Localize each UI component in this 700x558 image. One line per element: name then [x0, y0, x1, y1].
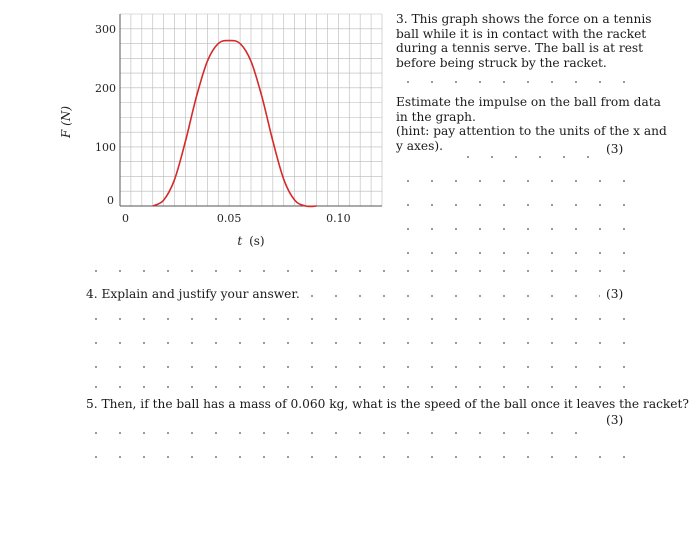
question-5-prompt: 5. Then, if the ball has a mass of 0.060 kg, what is the speed of the ball once it leaves the racket?	[86, 397, 689, 411]
chart-series-layer	[153, 41, 317, 207]
answer-line[interactable]	[84, 318, 640, 320]
question-3-task	[396, 95, 667, 153]
answer-line[interactable]	[84, 270, 640, 272]
q3-hint-line-2: y axes).	[396, 138, 443, 153]
question-4-marks: (3)	[606, 287, 624, 301]
answer-line[interactable]	[300, 295, 600, 297]
y-tick-label: 300	[95, 22, 116, 36]
answer-line[interactable]	[396, 81, 636, 83]
question-5-marks: (3)	[606, 413, 624, 427]
answer-line[interactable]	[396, 252, 636, 254]
q3-line-4: before being struck by the racket.	[396, 55, 607, 70]
x-tick-label: 0	[122, 212, 129, 225]
y-tick-label: 100	[95, 140, 116, 154]
chart-tick-labels	[95, 23, 351, 225]
x-axis-label-var: t	[237, 234, 243, 248]
q3-task-line-1: Estimate the impulse on the ball from data	[396, 95, 661, 109]
answer-line[interactable]	[396, 228, 636, 230]
question-3-prompt	[396, 12, 652, 70]
answer-line[interactable]	[84, 342, 640, 344]
y-tick-label: 0	[107, 194, 114, 207]
y-tick-label: 200	[95, 81, 116, 95]
q3-line-2: ball while it is in contact with the racket	[396, 26, 647, 41]
answer-line[interactable]	[84, 432, 584, 434]
y-axis-label: F (N)	[59, 105, 73, 139]
question-4-prompt: 4. Explain and justify your answer.	[86, 287, 300, 301]
q3-line-1: 3. This graph shows the force on a tennis	[396, 12, 652, 26]
x-tick-label: 0.05	[216, 212, 242, 225]
force-time-graph	[40, 0, 385, 258]
answer-line[interactable]	[84, 386, 640, 388]
x-axis-label-unit: (s)	[249, 234, 265, 248]
x-tick-label: 0.10	[326, 212, 351, 225]
answer-line[interactable]	[84, 366, 640, 368]
answer-line[interactable]	[456, 156, 596, 158]
q3-hint-line-1: (hint: pay attention to the units of the x and	[396, 124, 667, 138]
answer-line[interactable]	[396, 180, 636, 182]
answer-line[interactable]	[396, 204, 636, 206]
force-curve	[153, 41, 317, 207]
q3-line-3: during a tennis serve. The ball is at rest	[396, 41, 644, 55]
answer-line[interactable]	[84, 456, 640, 458]
q3-task-line-2: in the graph.	[396, 109, 476, 124]
x-axis-label	[237, 234, 264, 248]
question-3-marks: (3)	[606, 142, 624, 156]
chart-grid	[120, 14, 382, 206]
